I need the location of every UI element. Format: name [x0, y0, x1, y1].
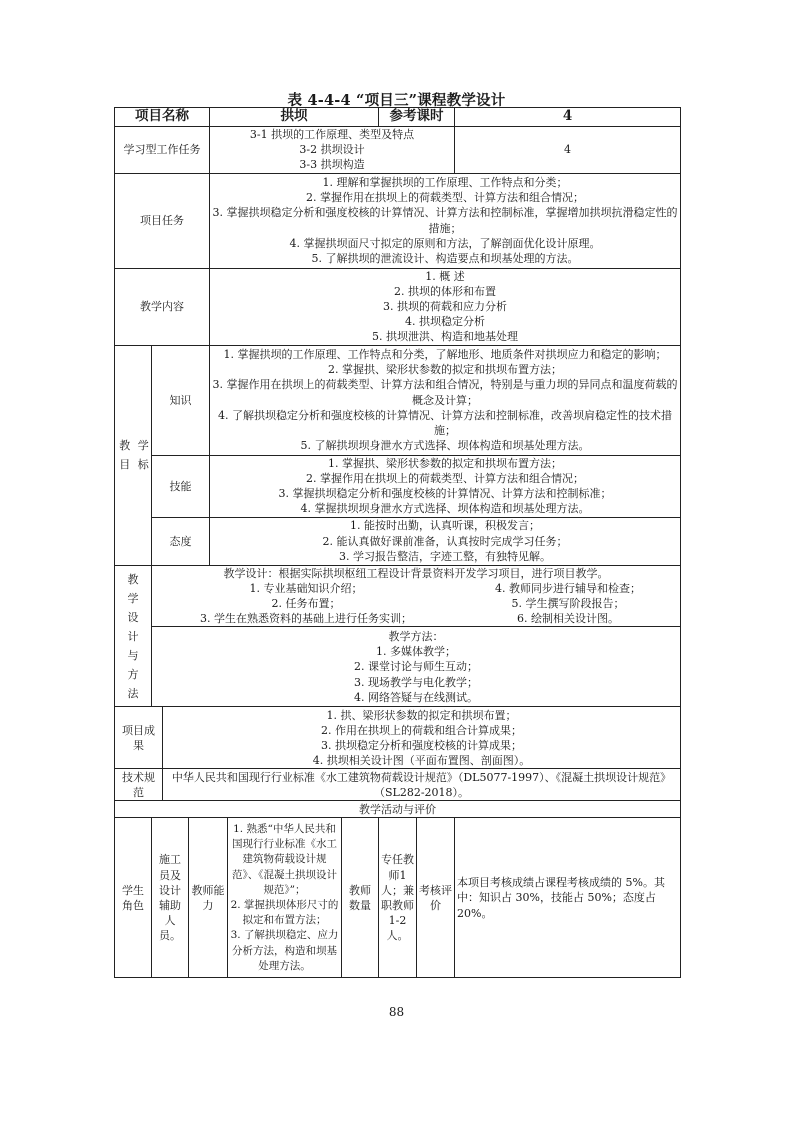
goals-knowledge-row [115, 345, 681, 455]
attitude-item: 2. 能认真做好课前准备，认真按时完成学习任务； [322, 534, 568, 548]
outcomes-label: 项目成果 [115, 707, 163, 769]
design-steps-right [458, 581, 678, 627]
activities-row [115, 818, 681, 978]
method-title: 教学方法： [388, 629, 444, 643]
goals-attitude-row [115, 517, 681, 565]
knowledge-item: 5. 了解拱坝坝身泄水方式选择、坝体构造和坝基处理方法。 [300, 439, 590, 453]
student-role: 施工员及设计辅助人员。 [152, 818, 189, 978]
project-task-item: 4. 掌握拱坝面尺寸拟定的原则和方法，了解剖面优化设计原理。 [289, 236, 601, 250]
activities-title: 教学活动与评价 [115, 801, 681, 818]
project-tasks-list [210, 173, 681, 268]
skills-list [210, 455, 681, 517]
skill-item: 3. 掌握拱坝稳定分析和强度校核的计算情况、计算方法和控制标准； [278, 487, 612, 501]
attitude-item: 1. 能按时出勤，认真听课，积极发言； [350, 519, 541, 533]
content-item: 4. 拱坝稳定分析 [405, 315, 486, 329]
goals-skills-row [115, 455, 681, 517]
student-role-label: 学生角色 [115, 818, 152, 978]
teaching-content-row [115, 268, 681, 345]
activities-title-row [115, 801, 681, 818]
knowledge-item: 2. 掌握拱、梁形状参数的拟定和拱坝布置方法； [328, 363, 563, 377]
content-item: 1. 概 述 [425, 269, 465, 283]
teacher-count-label: 教师数量 [342, 818, 379, 978]
header-row [115, 108, 681, 127]
attitude-item: 3. 学习报告整洁，字迹工整，有独特见解。 [339, 549, 552, 563]
outcome-item: 2. 作用在拱坝上的荷载和组合计算成果； [321, 723, 523, 737]
course-design-table [114, 107, 681, 978]
content-item: 5. 拱坝泄洪、构造和地基处理 [372, 330, 519, 344]
learning-task-item: 3-3 拱坝构造 [299, 158, 365, 172]
outcomes-list [163, 707, 681, 769]
project-task-item: 2. 掌握作用在拱坝上的荷载类型、计算方法和组合情况； [306, 191, 585, 205]
method-item: 1. 多媒体教学； [376, 645, 457, 659]
skill-item: 4. 掌握拱坝坝身泄水方式选择、坝体构造和坝基处理方法。 [300, 502, 590, 516]
page-number: 88 [388, 1005, 405, 1019]
learning-tasks-hours: 4 [455, 127, 681, 174]
skill-item: 2. 掌握作用在拱坝上的荷载类型、计算方法和组合情况； [306, 471, 585, 485]
learning-tasks-list [210, 127, 455, 174]
hours-value: 4 [455, 108, 681, 127]
project-tasks-label: 项目任务 [115, 173, 210, 268]
teaching-goals-label-text: 教 学 目 标 [119, 439, 151, 472]
attitude-list [210, 517, 681, 565]
assessment-label: 考核评价 [417, 818, 455, 978]
design-method-char: 教 [127, 572, 139, 586]
teaching-goals-label [115, 345, 152, 565]
method-item: 3. 现场教学与电化教学； [354, 675, 479, 689]
attitude-label: 态度 [152, 517, 210, 565]
design-method-char: 学 [127, 591, 139, 605]
standards-label: 技术规范 [115, 769, 163, 801]
teacher-ability-list [228, 818, 342, 978]
knowledge-item: 3. 掌握作用在拱坝上的荷载类型、计算方法和组合情况，特别是与重力坝的异同点和温度荷载的概念及计算； [212, 378, 678, 407]
design-method-char: 与 [127, 648, 139, 662]
design-steps [154, 581, 678, 627]
teaching-content-label: 教学内容 [115, 268, 210, 345]
teacher-count: 专任教师1人；兼职教师1-2人。 [379, 818, 417, 978]
design-step: 5. 学生撰写阶段报告； [511, 597, 625, 611]
content-item: 3. 拱坝的荷载和应力分析 [383, 300, 508, 314]
knowledge-list [210, 345, 681, 455]
design-row [115, 565, 681, 627]
standards-text: 中华人民共和国现行行业标准《水工建筑物荷载设计规范》（DL5077-1997）、《混凝土拱坝设计规范》（SL282-2018）。 [163, 769, 681, 801]
teaching-design-cell [152, 565, 681, 627]
outcome-item: 1. 拱、梁形状参数的拟定和拱坝布置； [326, 708, 517, 722]
learning-task-item: 3-2 拱坝设计 [299, 143, 365, 157]
skill-item: 1. 掌握拱、梁形状参数的拟定和拱坝布置方法； [328, 456, 563, 470]
standards-row [115, 769, 681, 801]
teacher-ability-label: 教师能力 [189, 818, 228, 978]
project-name-value: 拱坝 [210, 108, 379, 127]
design-method-char: 计 [127, 629, 139, 643]
assessment-text: 本项目考核成绩占课程考核成绩的 5%。其中：知识占 30%，技能占 50%；态度占 20%。 [455, 818, 681, 978]
design-step: 2. 任务布置； [271, 597, 341, 611]
teacher-ability-item: 3. 了解拱坝稳定、应力分析方法，构造和坝基处理方法。 [230, 929, 339, 972]
design-steps-left [154, 581, 458, 627]
table-title: 表 4-4-4 “项目三”课程教学设计 [287, 92, 506, 109]
design-method-char: 设 [127, 610, 139, 624]
project-tasks-row [115, 173, 681, 268]
design-method-char: 法 [127, 686, 139, 700]
knowledge-item: 4. 了解拱坝稳定分析和强度校核的计算情况、计算方法和控制标准，改善坝肩稳定性的技术措施； [218, 408, 673, 437]
learning-tasks-row [115, 127, 681, 174]
teacher-ability-item: 2. 掌握拱坝体形尺寸的拟定和布置方法； [230, 898, 339, 927]
outcome-item: 3. 拱坝稳定分析和强度校核的计算成果； [321, 738, 523, 752]
design-method-label [115, 565, 152, 707]
method-item: 2. 课堂讨论与师生互动； [354, 660, 479, 674]
teacher-ability-item: 1. 熟悉“中华人民共和国现行行业标准《水工建筑物荷载设计规范》、《混凝土拱坝设计规范》”； [232, 822, 337, 896]
method-item: 4. 网络答疑与在线测试。 [354, 690, 479, 704]
project-task-item: 5. 了解拱坝的泄流设计、构造要点和坝基处理的方法。 [311, 252, 579, 266]
design-step: 1. 专业基础知识介绍； [249, 581, 363, 595]
design-step: 4. 教师同步进行辅导和检查； [494, 581, 641, 595]
teaching-method-cell [152, 627, 681, 707]
content-item: 2. 拱坝的体形和布置 [394, 284, 497, 298]
learning-task-item: 3-1 拱坝的工作原理、类型及特点 [249, 128, 415, 141]
outcome-item: 4. 拱坝相关设计图（平面布置图、剖面图）。 [312, 754, 531, 768]
project-task-item: 1. 理解和掌握拱坝的工作原理、工作特点和分类； [322, 176, 568, 189]
design-intro: 教学设计：根据实际拱坝枢纽工程设计背景资料开发学习项目，进行项目教学。 [223, 566, 609, 580]
teaching-content-list [210, 268, 681, 345]
design-step: 3. 学生在熟悉资料的基础上进行任务实训； [199, 612, 412, 626]
design-step: 6. 绘制相关设计图。 [516, 612, 619, 626]
project-task-item: 3. 掌握拱坝稳定分析和强度校核的计算情况、计算方法和控制标准，掌握增加拱坝抗滑稳定性的措施； [212, 206, 678, 235]
hours-label: 参考课时 [379, 108, 455, 127]
knowledge-item: 1. 掌握拱坝的工作原理、工作特点和分类，了解地形、地质条件对拱坝应力和稳定的影响； [223, 347, 667, 361]
method-row [115, 627, 681, 707]
design-method-char: 方 [127, 667, 139, 681]
project-name-label: 项目名称 [115, 108, 210, 127]
outcomes-row [115, 707, 681, 769]
learning-tasks-label: 学习型工作任务 [115, 127, 210, 174]
skills-label: 技能 [152, 455, 210, 517]
knowledge-label: 知识 [152, 345, 210, 455]
